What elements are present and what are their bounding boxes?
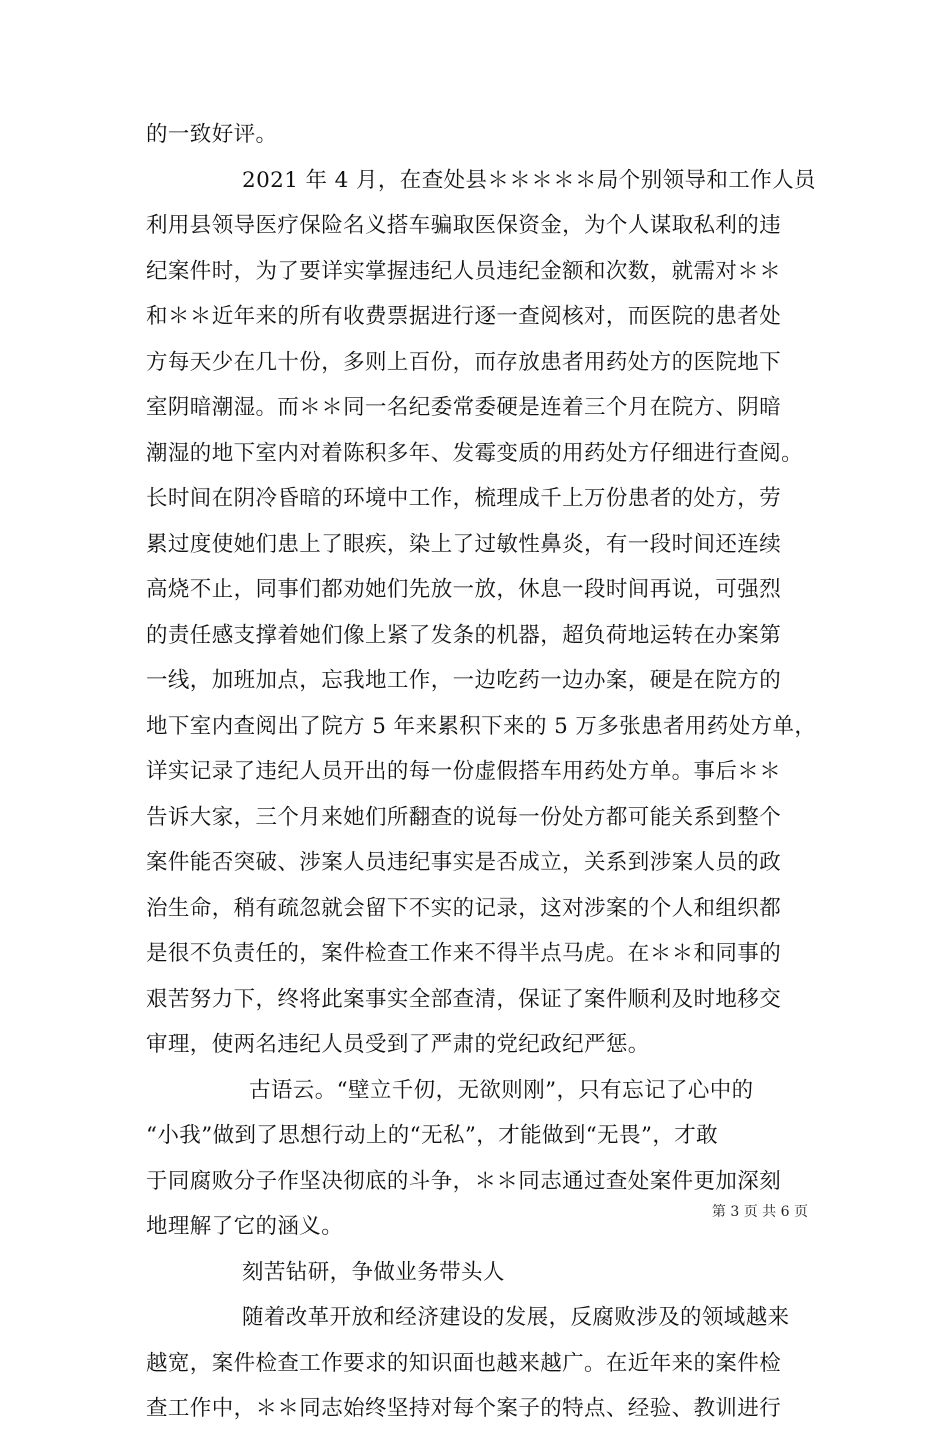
text-line: 审理，使两名违纪人员受到了严肃的党纪政纪严惩。: [146, 1032, 650, 1057]
text-line: 地理解了它的涵义。: [146, 1214, 344, 1239]
text-line: 越宽，案件检查工作要求的知识面也越来越广。在近年来的案件检: [146, 1350, 782, 1376]
text-line: “小我”做到了思想行动上的“无私”，才能做到“无畏”，才敢: [146, 1123, 719, 1148]
text-line: 告诉大家，三个月来她们所翻查的说每一份处方都可能关系到整个: [146, 804, 782, 830]
text-line: 案件能否突破、涉案人员违纪事实是否成立，关系到涉案人员的政: [146, 850, 782, 875]
body-text: [146, 112, 817, 1432]
text-line: 纪案件时，为了要详实掌握违纪人员违纪金额和次数，就需对＊＊: [146, 258, 782, 284]
section-heading: 刻苦钻研，争做业务带头人: [242, 1259, 505, 1285]
text-line: 的责任感支撑着她们像上紧了发条的机器，超负荷地运转在办案第: [146, 622, 782, 648]
text-line: 一线，加班加点，忘我地工作，一边吃药一边办案，硬是在院方的: [146, 668, 782, 693]
text-line: 2021 年 4 月，在查处县＊＊＊＊＊局个别领导和工作人员: [242, 167, 816, 193]
page-number: 第 3 页 共 6 页: [711, 1204, 808, 1220]
text-line: 治生命，稍有疏忽就会留下不实的记录，这对涉案的个人和组织都: [146, 895, 782, 921]
text-line: 古语云。“壁立千仞，无欲则刚”，只有忘记了心中的: [249, 1077, 754, 1103]
text-line: 长时间在阴冷昏暗的环境中工作，梳理成千上万份患者的处方，劳: [146, 486, 782, 511]
text-line: 地下室内查阅出了院方 5 年来累积下来的 5 万多张患者用药处方单，: [146, 713, 817, 739]
text-line: 查工作中，＊＊同志始终坚持对每个案子的特点、经验、教训进行: [146, 1396, 782, 1421]
text-line: 是很不负责任的，案件检查工作来不得半点马虎。在＊＊和同事的: [146, 941, 782, 966]
text-line: 累过度使她们患上了眼疾，染上了过敏性鼻炎，有一段时间还连续: [146, 531, 782, 557]
text-line: 和＊＊近年来的所有收费票据进行逐一查阅核对，而医院的患者处: [146, 304, 782, 329]
text-line: 详实记录了违纪人员开出的每一份虚假搭车用药处方单。事后＊＊: [146, 759, 782, 784]
text-line: 高烧不止，同事们都劝她们先放一放，休息一段时间再说，可强烈: [146, 577, 782, 602]
text-line: 艰苦努力下，终将此案事实全部查清，保证了案件顺利及时地移交: [146, 986, 782, 1012]
text-line: 的一致好评。: [146, 122, 278, 147]
text-line: 于同腐败分子作坚决彻底的斗争，＊＊同志通过查处案件更加深刻: [146, 1168, 782, 1194]
text-line: 利用县领导医疗保险名义搭车骗取医保资金，为个人谋取私利的违: [146, 213, 782, 238]
text-line: 随着改革开放和经济建设的发展，反腐败涉及的领域越来: [242, 1305, 790, 1330]
text-line: 方每天少在几十份，多则上百份，而存放患者用药处方的医院地下: [146, 349, 782, 375]
text-line: 室阴暗潮湿。而＊＊同一名纪委常委硬是连着三个月在院方、阴暗: [146, 395, 782, 420]
text-line: 潮湿的地下室内对着陈积多年、发霉变质的用药处方仔细进行查阅。: [146, 440, 804, 466]
